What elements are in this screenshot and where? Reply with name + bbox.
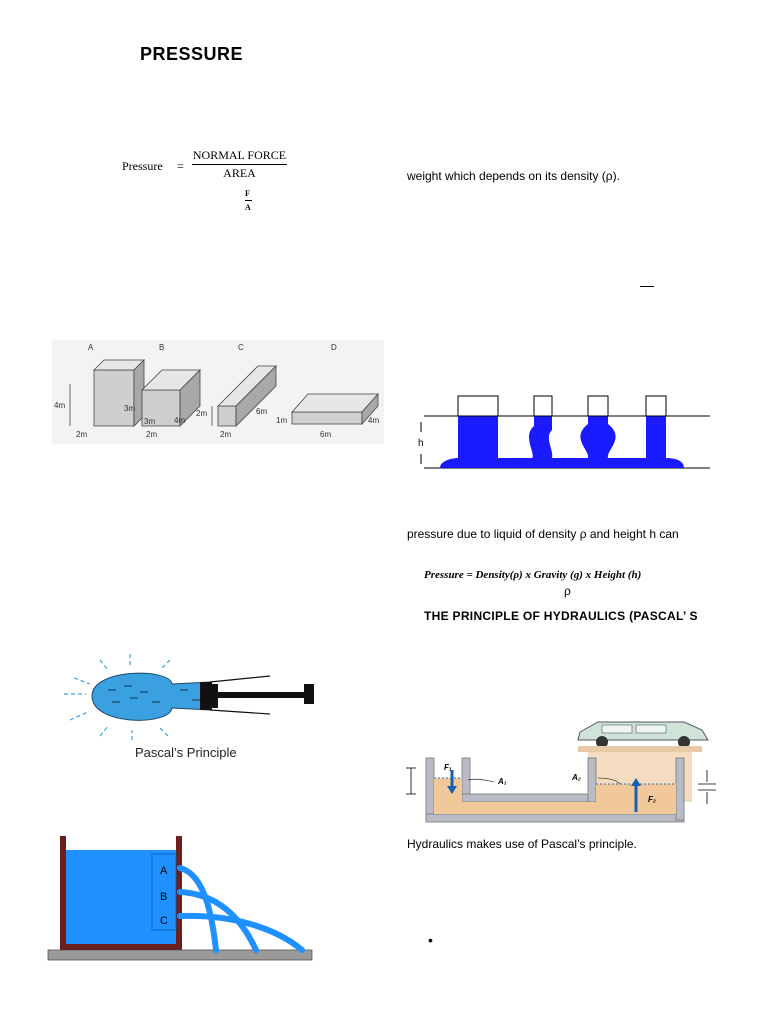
vessels-figure: [404, 394, 714, 474]
tank-label-c: C: [160, 915, 168, 927]
block-label-a: A: [88, 343, 94, 352]
label-a1: A₁: [498, 777, 507, 786]
tank-label-a: A: [160, 865, 168, 877]
dash-mark: [640, 286, 654, 287]
pascal-figure: [60, 654, 330, 764]
hydraulic-press-figure: [402, 718, 732, 830]
formula-lhs: Pressure: [122, 159, 163, 173]
block-label-b: B: [159, 343, 165, 352]
tank-label-b: B: [160, 891, 168, 903]
pascal-caption: Pascal’s Principle: [135, 745, 237, 760]
dim-d-depth: 4m: [368, 416, 380, 425]
dim-a-width: 2m: [76, 430, 88, 439]
dim-d-height: 1m: [276, 416, 288, 425]
formula-numerator: NORMAL FORCE: [192, 148, 287, 162]
height-label: h: [418, 438, 424, 449]
pressure-formula: [122, 146, 302, 226]
car-icon: [578, 722, 708, 748]
formula-short-numerator: F: [245, 189, 250, 198]
bullet-point: •: [428, 932, 433, 948]
page-title: PRESSURE: [140, 44, 244, 64]
formula-short-denominator: A: [245, 203, 251, 212]
density-text: weight which depends on its density (ρ).: [407, 169, 620, 183]
dim-b-height: 3m: [124, 404, 136, 413]
hydraulics-text: Hydraulics makes use of Pascal’s principle.: [407, 837, 637, 851]
label-a2: A₂: [572, 773, 581, 782]
dim-b-depth: 4m: [174, 416, 186, 425]
rho-symbol: ρ: [564, 584, 571, 598]
formula-equals: =: [177, 159, 184, 173]
block-label-c: C: [238, 343, 244, 352]
dim-c-depth: 6m: [256, 407, 268, 416]
dim-c-height: 2m: [196, 409, 208, 418]
label-f2: F₂: [648, 795, 656, 804]
dim-d-width: 6m: [320, 430, 332, 439]
liquid-pressure-equation: Pressure = Density(ρ) x Gravity (g) x Height (h): [424, 569, 642, 581]
liquid-text: pressure due to liquid of density ρ and height h can: [407, 527, 679, 541]
dim-b-width: 2m: [146, 430, 158, 439]
formula-short-bar: [245, 200, 252, 201]
formula-fraction-bar: [192, 164, 287, 165]
dim-c-width: 2m: [220, 430, 232, 439]
tank-figure: [46, 834, 316, 964]
dim-a-height: 4m: [54, 401, 66, 410]
formula-denominator: AREA: [223, 166, 256, 180]
blocks-figure: [52, 340, 384, 444]
hydraulics-heading: THE PRINCIPLE OF HYDRAULICS (PASCAL’ S: [424, 609, 698, 623]
label-f1: F₁: [444, 763, 452, 772]
dim-a-depth: 3m: [144, 417, 156, 426]
block-label-d: D: [331, 343, 337, 352]
